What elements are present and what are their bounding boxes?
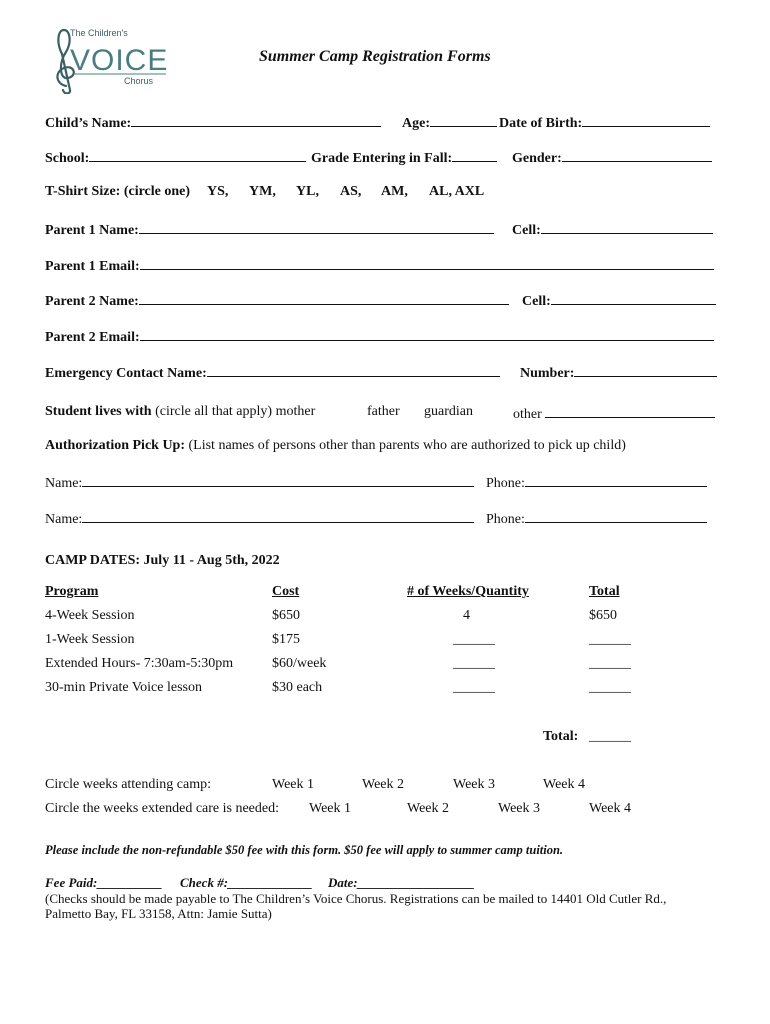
- parent1-name-field[interactable]: [45, 220, 494, 239]
- header-program: Program: [45, 584, 99, 599]
- emergency-name-label: Emergency Contact Name:: [45, 366, 207, 381]
- pickup-name2-field[interactable]: [45, 509, 474, 528]
- tshirt-label: T-Shirt Size: (circle one): [45, 184, 191, 199]
- weeks-extended-label: Circle the weeks extended care is needed:: [45, 801, 280, 816]
- date-field[interactable]: Date:__________________: [328, 875, 475, 890]
- logo-text-voice: VOICE: [70, 44, 169, 77]
- weeks-attending-label: Circle weeks attending camp:: [45, 777, 211, 792]
- row3-cost: $60/week: [272, 656, 327, 671]
- tshirt-size-yl[interactable]: YL,: [296, 184, 319, 199]
- grand-total-label: Total:: [543, 729, 579, 744]
- emergency-number-field[interactable]: [520, 363, 717, 382]
- gender-label: Gender:: [512, 151, 562, 166]
- child-name-field[interactable]: [45, 113, 381, 132]
- page-title: Summer Camp Registration Forms: [259, 48, 491, 65]
- age-field[interactable]: [402, 113, 497, 132]
- lives-with-father[interactable]: father: [367, 404, 400, 419]
- parent2-cell-field[interactable]: [522, 291, 716, 310]
- row1-total[interactable]: $650: [589, 608, 617, 623]
- child-name-label: Child’s Name:: [45, 116, 132, 131]
- pickup-name1-field[interactable]: [45, 473, 474, 492]
- emergency-name-field[interactable]: [45, 363, 500, 382]
- tshirt-size-ym[interactable]: YM,: [249, 184, 276, 199]
- row2-program: 1-Week Session: [45, 632, 135, 647]
- lives-with-mother[interactable]: (circle all that apply) mother: [155, 404, 316, 419]
- gender-field[interactable]: [512, 148, 712, 167]
- lives-with-other-label: other: [513, 407, 542, 422]
- grade-field[interactable]: [311, 148, 497, 167]
- childrens-voice-chorus-logo: [44, 24, 174, 94]
- parent1-name-label: Parent 1 Name:: [45, 223, 139, 238]
- dob-field[interactable]: [499, 113, 710, 132]
- extended-week-4[interactable]: Week 4: [589, 801, 632, 816]
- camp-dates: CAMP DATES: July 11 - Aug 5th, 2022: [45, 553, 280, 568]
- school-label: School:: [45, 151, 90, 166]
- mailing-note-line2: Palmetto Bay, FL 33158, Attn: Jamie Sutta): [45, 906, 272, 921]
- fee-paid-field[interactable]: Fee Paid:__________: [45, 875, 163, 890]
- row2-total[interactable]: ______: [589, 632, 631, 647]
- check-number-field[interactable]: Check #:_____________: [180, 875, 313, 890]
- grade-label: Grade Entering in Fall:: [311, 151, 453, 166]
- parent2-cell-label: Cell:: [522, 294, 551, 309]
- row4-cost: $30 each: [272, 680, 323, 695]
- row1-cost: $650: [272, 608, 300, 623]
- lives-with-other-field[interactable]: [513, 404, 715, 423]
- header-cost: Cost: [272, 584, 300, 599]
- attending-week-3[interactable]: Week 3: [453, 777, 496, 792]
- lives-with-guardian[interactable]: guardian: [424, 404, 473, 419]
- row3-total[interactable]: ______: [589, 656, 631, 671]
- parent1-cell-field[interactable]: [512, 220, 713, 239]
- pickup-phone2-field[interactable]: [486, 509, 707, 528]
- lives-with-row: [45, 404, 315, 420]
- mailing-note-line1: (Checks should be made payable to The Children’s Voice Chorus. Registrations can be mailed to 14401 Old Cutler Rd.,: [45, 891, 667, 906]
- parent2-email-field[interactable]: [45, 327, 714, 346]
- emergency-number-label: Number:: [520, 366, 575, 381]
- authorization-label: Authorization Pick Up:: [45, 438, 185, 453]
- fee-note: Please include the non-refundable $50 fee with this form. $50 fee will apply to summer camp tuition.: [45, 843, 564, 857]
- row4-total[interactable]: ______: [589, 680, 631, 695]
- tshirt-size-al-axl[interactable]: AL, AXL: [429, 184, 485, 199]
- extended-week-1[interactable]: Week 1: [309, 801, 352, 816]
- tshirt-size-as[interactable]: AS,: [340, 184, 362, 199]
- header-total: Total: [589, 584, 620, 599]
- attending-week-1[interactable]: Week 1: [272, 777, 315, 792]
- row3-qty[interactable]: ______: [453, 656, 495, 671]
- pickup-name2-label: Name:: [45, 512, 83, 527]
- school-field[interactable]: [45, 148, 306, 167]
- extended-week-3[interactable]: Week 3: [498, 801, 541, 816]
- pickup-phone1-field[interactable]: [486, 473, 707, 492]
- row3-program: Extended Hours- 7:30am-5:30pm: [45, 656, 234, 671]
- row2-qty[interactable]: ______: [453, 632, 495, 647]
- parent1-email-label: Parent 1 Email:: [45, 259, 140, 274]
- parent1-email-field[interactable]: [45, 256, 714, 275]
- parent2-email-label: Parent 2 Email:: [45, 330, 140, 345]
- extended-week-2[interactable]: Week 2: [407, 801, 450, 816]
- age-label: Age:: [402, 116, 430, 131]
- header-quantity: # of Weeks/Quantity: [407, 584, 529, 599]
- pickup-name1-label: Name:: [45, 476, 83, 491]
- dob-label: Date of Birth:: [499, 116, 583, 131]
- row1-qty[interactable]: 4: [463, 608, 470, 623]
- row4-qty[interactable]: ______: [453, 680, 495, 695]
- pickup-phone2-label: Phone:: [486, 512, 525, 527]
- row4-program: 30-min Private Voice lesson: [45, 680, 202, 695]
- row1-program: 4-Week Session: [45, 608, 135, 623]
- parent1-cell-label: Cell:: [512, 223, 541, 238]
- tshirt-size-ys[interactable]: YS,: [207, 184, 229, 199]
- grand-total-value[interactable]: ______: [589, 729, 631, 744]
- tshirt-size-am[interactable]: AM,: [381, 184, 408, 199]
- authorization-note: (List names of persons other than parents who are authorized to pick up child): [188, 438, 626, 453]
- authorization-row: [45, 438, 626, 454]
- logo-text-top: The Children's: [70, 28, 128, 38]
- logo-text-bottom: Chorus: [124, 76, 154, 86]
- attending-week-4[interactable]: Week 4: [543, 777, 586, 792]
- pickup-phone1-label: Phone:: [486, 476, 525, 491]
- row2-cost: $175: [272, 632, 300, 647]
- parent2-name-label: Parent 2 Name:: [45, 294, 139, 309]
- attending-week-2[interactable]: Week 2: [362, 777, 405, 792]
- parent2-name-field[interactable]: [45, 291, 509, 310]
- lives-with-label: Student lives with: [45, 404, 152, 419]
